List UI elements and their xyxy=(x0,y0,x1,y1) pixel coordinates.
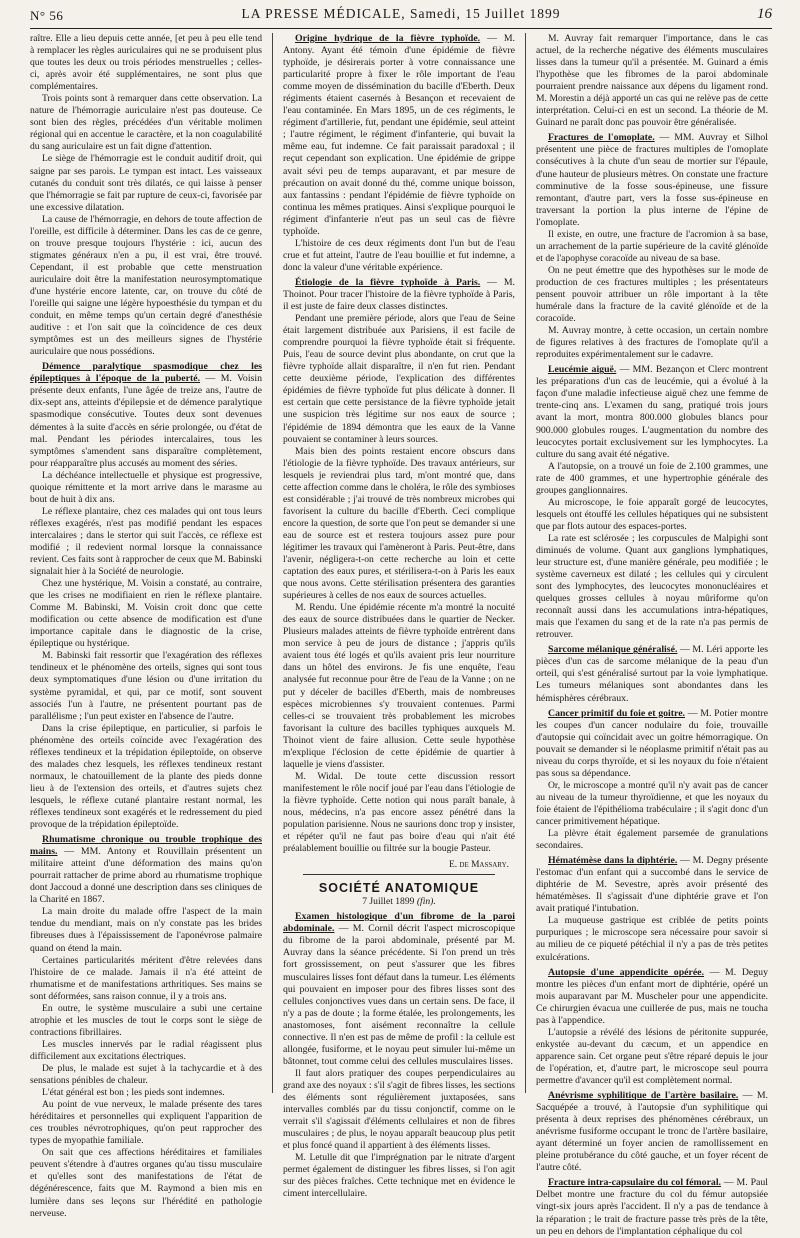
paragraph: Or, le microscope a montré qu'il n'y avait pas de cancer au niveau de la tumeur thyroïdienne, et que les noyaux du foie étaient de l'épithélioma trabéculaire ; il s'agit donc d'un cancer primitivement hépatique. xyxy=(536,779,768,827)
article-heading xyxy=(30,834,262,906)
paragraph: Le réflexe plantaire, chez ces malades qui ont tous leurs réflexes exagérés, n'est pas modifié pendant les espaces intercalaires ; dans le stertor qui suit l'accès, ce réflexe est modifié ; il redevient normal lorsque la connaissance revient. Ces faits sont à rapprocher de ceux que M. Babinski signalait hier à la Société de neurologie. xyxy=(30,505,262,578)
paragraph: De plus, le malade est sujet à la tachycardie et à des sensations pénibles de chaleur. xyxy=(30,1062,262,1087)
article-title: Autopsie d'une appendicite opérée. xyxy=(548,966,704,978)
article-lead: — M. Léri apporte les pièces d'un cas de sarcome mélanique de la peau d'un orteil, qui s'est généralisé surtout par la voie lymphatique. Les tumeurs mélaniques sont abondantes dans les hémisphères cérébraux. xyxy=(536,644,769,704)
issue-number: N° 56 xyxy=(30,8,64,23)
article-lead: — MM. Antony et Rouvillain présentent un militaire atteint d'une déformation des mains qu'on pourrait rattacher de prime abord au rhumatisme trophique dont Jaccoud a donné une description dans ses cliniques de la Charité en 1867. xyxy=(30,846,262,906)
paragraph: La déchéance intellectuelle et physique est progressive, quoique rémittente et la mort arrive dans le marasme au bout de huit à dix ans. xyxy=(30,469,262,505)
article-heading xyxy=(536,644,768,704)
paragraph: raître. Elle a lieu depuis cette année, [et peu à peu elle tend à remplacer les règles auriculaires qui ne se produisent plus que toutes les deux ou trois périodes menstruelles ; celles-ci, après avoir été supplémentaires, ne sont plus que complémentaires. xyxy=(30,33,262,93)
paragraph: Le siège de l'hémorragie est le conduit auditif droit, qui saigne par ses parois. Le tympan est intact. Les vaisseaux cutanés du conduit sont très dilatés, ce qui laisse à penser que l'hémorragie se fait par rupture de ceux-ci, favorisée par une excessive dilatation. xyxy=(30,153,262,213)
article-title: Hématémèse dans la diphtérie. xyxy=(548,855,678,867)
paragraph: M. Rendu. Une épidémie récente m'a montré la nocuité des eaux de source distribuées dans le quartier de Necker. Plusieurs malades atteints de fièvre typhoïde entrèrent dans mon service à peu de jours de distance ; j'appris qu'ils avaient tous été logés et qu'ils avaient pris leur nourriture dans un hôtel des environs. Je fis une enquête, l'eau analysée fut reconnue pour être de l'eau de la Vanne ; on ne put y déceler de bacilles d'Eberth, mais de nombreuses espèces microbiennes s'y trouvaient contenues. Parmi celles-ci se trouvaient très probablement les microbes favorisant la culture des bacilles typhiques auxquels M. Thoinot vient de faire allusion. Cette seule hypothèse m'explique l'éclosion de cette épidémie de quartier à laquelle je viens d'assister. xyxy=(283,602,515,770)
paragraph: M. Auvray fait remarquer l'importance, dans le cas actuel, de la recherche négative des éléments musculaires lisses dans la tumeur qu'il a présentée. M. Guinard a émis l'hypothèse que les fibromes de la paroi abdominale pourraient prendre naissance aux dépens du ligament rond. M. Morestin a déjà apporté un cas qui ne relève pas de cette interprétation. Celui-ci en est un second. La théorie de M. Guinard ne paraît donc pas pouvoir être généralisée. xyxy=(536,33,768,129)
header-rule xyxy=(30,28,772,29)
column-divider xyxy=(272,33,273,1093)
paragraph: La main droite du malade offre l'aspect de la main tendue du mendiant, mais on n'y constate pas les brides fibreuses dues à l'épaississement de l'aponévrose palmaire quand on étend la main. xyxy=(30,906,262,954)
paragraph: L'état général est bon ; les pieds sont indemnes. xyxy=(42,1087,225,1099)
article-title: Fractures de l'omoplate. xyxy=(548,132,655,144)
article-lead: — MM. Auvray et Silhol présentent une pièce de fractures multiples de l'omoplate consécutives à la chute d'un seau de mortier sur l'épaule, d'une hauteur de plusieurs mètres. On constate une fracture comminutive de la fosse sous-épineuse, une fissure remontant, d'autre part, vers la fosse sus-épineuse en traversant la portion la plus interne de l'épine de l'omoplate. xyxy=(536,132,768,228)
paragraph: La cause de l'hémorragie, en dehors de toute affection de l'oreille, est difficile à déterminer. Dans les cas de ce genre, on trouve presque toujours l'hystérie : ici, aucun des stigmates généraux n'en a pu, il est vrai, être trouvé. Cependant, il est probable que cette menstruation auriculaire doit être la manifestation neurosymptomatique d'une hystérie encore latente, car, on trouve du côté de l'oreille qui saigne une légère hypoesthésie du tympan et du conduit, en même temps qu'un certain degré d'anesthésie auditive : et l'on sait que la coïncidence de ces deux symptômes est un des meilleurs signes de l'hystérie auriculaire que nous possédions. xyxy=(30,213,262,358)
article-heading xyxy=(536,1090,768,1174)
article-heading xyxy=(536,364,768,460)
paragraph: Il existe, en outre, une fracture de l'acromion à sa base, un arrachement de la partie supérieure de la cavité glénoïde et de l'apophyse coracoïde au niveau de sa base. xyxy=(536,228,768,264)
column-divider xyxy=(525,33,526,1093)
article-title: Étiologie de la fièvre typhoïde à Paris. xyxy=(295,276,481,288)
article-lead: — M. Voisin présente deux enfants, l'une âgée de treize ans, l'autre de dix-sept ans, atteints d'épilepsie et de démence paralytique spasmodique consécutive. Toutes deux sont devenues démentes à la suite d'accès en série prolongée, ou d'état de mal. Pendant les périodes intercalaires, tous les symptômes s'amendent sans disparaître complètement, pour réapparaître plus accusés au moment des séries. xyxy=(30,373,262,469)
journal-title: LA PRESSE MÉDICALE, Samedi, 15 Juillet 1899 xyxy=(241,6,561,21)
article-lead: — MM. Bezançon et Clerc montrent les préparations d'un cas de leucémie, qui a évolué à la façon d'une maladie infectieuse aiguë chez une femme de trente-cinq ans. L'examen du sang, pratiqué trois jours avant la mort, montra 800.000 globules blancs pour 900.000 globules rouges. L'augmentation du nombre des leucocytes portait exclusivement sur les lymphocytes. La culture du sang avait été négative. xyxy=(536,364,768,460)
column-1 xyxy=(30,33,262,1219)
article-heading xyxy=(536,1177,768,1237)
article-heading xyxy=(283,33,515,238)
article-lead: — M. Thoinot. Pour tracer l'histoire de la fièvre typhoïde à Paris, il est juste de faire deux classes distinctes. xyxy=(283,276,515,313)
paragraph: M. Auvray montre, à cette occasion, un certain nombre de figures relatives à des fractures de l'omoplate qu'il a reproduites expérimentalement sur le cadavre. xyxy=(536,325,768,361)
article-title: Origine hydrique de la fièvre typhoïde. xyxy=(295,33,481,44)
article-lead: — M. Degny présente l'estomac d'un enfant qui a succombé dans le service de diphtérie de M. Sevestre, après avoir présenté des hématémèses. Il s'agissait d'une diphtérie grave et l'on avait pratiqué l'intubation. xyxy=(536,855,768,915)
article-lead: — M. Antony. Ayant été témoin d'une épidémie de fièvre typhoïde, je désirerais porter à votre connaissance une particularité propre à fixer le rôle important de l'eau comme moyen de dissémination du bacille d'Eberth. Deux régiments étaient casernés à Besançon et recevaient de l'eau contaminée. En Mars 1895, un de ces régiments, le régiment d'artillerie, fut, pendant une épidémie, seul atteint ; l'autre régiment, le régiment d'infanterie, qui buvait la même eau, fut indemne. Ce fait paraissait paradoxal ; il reçut cependant son explication. Une épidémie de grippe avait sévi peu de temps auparavant, et par mesure de précaution on avait donné du thé, comme unique boisson, aux fantassins : pendant l'épidémie de fièvre typhoïde on continua les mêmes pratiques. Ainsi s'explique pourquoi le régiment d'infanterie n'eut pas un seul cas de fièvre typhoïde. xyxy=(283,33,516,237)
paragraph: En outre, le système musculaire a subi une certaine atrophie et les muscles de tout le corps sont le siège de contractions fibrillaires. xyxy=(30,1002,262,1038)
article-title: Examen histologique d'un fibrome de la paroi abdominale. xyxy=(283,911,515,935)
article-heading xyxy=(536,132,768,228)
paragraph: On sait que ces affections héréditaires et familiales peuvent s'étendre à d'autres organes qu'au tissu musculaire et qu'elles sont des manifestations de l'état de dégénérescence, faits que M. Raymond a bien mis en lumière dans ses leçons sur l'hérédité en pathologie nerveuse. xyxy=(30,1147,262,1219)
paragraph: Au point de vue nerveux, le malade présente des tares héréditaires et personnelles qui expliquent l'apparition de ces troubles névrotrophiques, qu'on peut rapprocher des types de myopathie familiale. xyxy=(30,1099,262,1147)
paragraph: Mais bien des points restaient encore obscurs dans l'étiologie de la fièvre typhoïde. Des travaux antérieurs, sur lesquels je reviendrai plus tard, m'ont montré que, dans cette affection comme dans le choléra, le rôle des symbioses est considérable ; j'ai trouvé de très nombreux microbes qui favorisent la culture du bacille d'Eberth. Ceci complique encore la question, de sorte que l'on peut se demander si une eau de source est et restera toujours assez pure pour légitimer les travaux qui l'amèneront à Paris. Peut-être, dans l'avenir, négligera-t-on cette recherche au loin et cette captation des eaux pures, et stérilisera-t-on à Paris les eaux que nous avons. Cette stérilisation présentera des garanties supérieures à celles de nos eaux de sources actuelles. xyxy=(283,445,515,602)
section-date: 7 Juillet 1899 (fin). xyxy=(362,896,436,908)
article-title: Cancer primitif du foie et goitre. xyxy=(548,707,686,719)
paragraph: La plèvre était également parsemée de granulations secondaires. xyxy=(536,828,768,852)
paragraph: Il faut alors pratiquer des coupes perpendiculaires au grand axe des noyaux : s'il s'agit de fibres lisses, les sections des éléments sont régulièrement juxtaposées, sans intervalles comblés par du tissu conjonctif, comme on le verrait s'il s'agissait d'éléments cellulaires et non de fibres musculaires ; de plus, le noyau apparaît beaucoup plus petit et plus foncé quand il appartient à des éléments lisses. xyxy=(283,1067,515,1152)
paragraph: Dans la crise épileptique, en particulier, si parfois le phénomène des orteils coïncide avec l'exagération des réflexes tendineux et la trépidation épileptoïde, on observe des malades chez lesquels, les réflexes tendineux restant normaux, le chatouillement de la plante des pieds donne lieu à de l'extension des orteils, et d'autres sujets chez lesquels, le réflexe cutané plantaire restant normal, les réflexes tendineux sont exagérés et le redressement du pied provoque de la trépidation épileptoïde. xyxy=(30,722,262,831)
paragraph: Au microscope, le foie apparaît gorgé de leucocytes, lesquels ont étouffé les cellules hépatiques qui ne subsistent que par flots autour des espaces-portes. xyxy=(536,496,768,532)
article-heading xyxy=(536,967,768,1027)
paragraph: On ne peut émettre que des hypothèses sur le mode de production de ces fractures multiples ; les présentateurs pensent pouvoir attribuer un rôle important à la tête humérale dans la fracture de la cavité glénoïde et de la coracoïde. xyxy=(536,264,768,325)
paragraph: A l'autopsie, on a trouvé un foie de 2.100 grammes, une rate de 400 grammes, et une hypertrophie générale des groupes ganglionnaires. xyxy=(536,460,768,496)
column-2 xyxy=(283,33,516,1200)
paragraph: Pendant une première période, alors que l'eau de Seine était largement distribuée aux Parisiens, il est facile de comprendre pourquoi la fièvre typhoïde était si fréquente. Puis, l'eau de source devint plus abondante, on crut que la fièvre typhoïde allait disparaître, il n'en fut rien. Pendant cette deuxième période, l'explication des différentes épidémies de fièvre typhoïde fut plus délicate à donner. Il est certain que cette persistance de la fièvre typhoïde jetait une suspicion très légitime sur nos eaux de source ; l'épidémie de 1894 démontra que les eaux de la Vanne pouvaient se contaminer à leurs sources. xyxy=(283,313,515,445)
article-lead: — M. Potier montre les coupes d'un cancer nodulaire du foie, trouvaille d'autopsie qui coïncidait avec un goitre hémorragique. On pouvait se demander si le néoplasme primitif n'était pas au niveau du corps thyroïde, et si les noyaux du foie n'étaient pas sous sa dépendance. xyxy=(536,707,768,779)
article-title: Leucémie aiguë. xyxy=(548,364,617,376)
article-heading xyxy=(536,708,768,780)
article-title: Rhumatisme chronique ou trouble trophique des mains. xyxy=(30,834,262,858)
paragraph: Trois points sont à remarquer dans cette observation. La nature de l'hémorragie auriculaire n'est pas douteuse. Ce sont bien des règles, précédées d'un véritable molimen régional qui en accentue le caractère, et la non coagulabilité du sang auriculaire est un fait digne d'attention. xyxy=(30,93,262,153)
article-heading xyxy=(30,361,262,469)
article-lead: — M. Paul Delbet montre une fracture du col du fémur autopsiée vingt-six jours après l'accident. Il n'y a pas de tendance à la réparation ; le trait de fracture passe très près de la tête, un peu en dehors de l'implantation céphalique du col xyxy=(536,1177,768,1237)
article-lead: — M. Sacquépée a trouvé, à l'autopsie d'un syphilitique qui présenta à deux reprises des phénomènes cérébraux, un anévrisme fusiforme occupant le tronc de l'artère basilaire, ayant déterminé un foyer ancien de ramollissement en pleine protubérance du côté gauche, et un foyer récent de l'autre côté. xyxy=(536,1090,769,1174)
article-heading xyxy=(283,277,515,313)
paragraph: La muqueuse gastrique est criblée de petits points purpuriques ; le microscope sera nécessaire pour savoir si au milieu de ce piqueté pétéchial il n'y a pas de très petites exulcérations. xyxy=(536,915,768,963)
paragraph: Chez une hystérique, M. Voisin a constaté, au contraire, que les crises ne modifiaient en rien le réflexe plantaire. Comme M. Babinski, M. Voisin croit donc que cette modification ou cette absence de modification est d'une importance capitale dans le diagnostic de la crise, épileptique ou hystérique. xyxy=(30,578,262,650)
article-title: Anévrisme syphilitique de l'artère basilaire. xyxy=(548,1090,739,1102)
paragraph: La rate est sclérosée ; les corpuscules de Malpighi sont diminués de volume. Quant aux ganglions lymphatiques, leur structure est, d'une manière générale, peu modifiée ; le système caverneux est dilaté ; les cellules qui y circulent sont des lymphocytes, des leucocytes mononucléaires et quelques grosses cellules à noyau mûriforme qu'on reconnaît aussi dans les accumulations intra-hépatiques, mais que l'examen du sang et de la rate n'a pas permis de retrouver. xyxy=(536,532,768,641)
article-lead: — M. Deguy montre les pièces d'un enfant mort de diphtérie, opéré un mois auparavant par M. Muscheler pour une appendicite. Ce chirurgien évacua une cuillerée de pus, mais ne toucha pas à l'appendice. xyxy=(536,966,768,1026)
page-number: 16 xyxy=(757,6,772,22)
paragraph: M. Letulle dit que l'imprégnation par le nitrate d'argent permet également de distinguer les fibres lisses, si l'on agit sur des pièces fraîches. Cette technique met en évidence le ciment intercellulaire. xyxy=(283,1152,515,1200)
column-3 xyxy=(536,33,769,1237)
section-title: SOCIÉTÉ ANATOMIQUE xyxy=(318,881,480,896)
section-separator xyxy=(303,874,495,875)
article-title: Démence paralytique spasmodique chez les épileptiques à l'époque de la puberté. xyxy=(30,361,262,385)
article-title: Fracture intra-capsulaire du col fémoral. xyxy=(548,1177,721,1189)
signature: E. de Massary. xyxy=(448,860,509,871)
page-header xyxy=(30,4,772,26)
paragraph: Certaines particularités méritent d'être relevées dans l'histoire de ce malade. Jamais il n'a été atteint de rhumatisme et de manifestations arthritiques. Ses mains se sont déformées, sans raison connue, il y a trois ans. xyxy=(30,954,262,1002)
article-lead: — M. Cornil décrit l'aspect microscopique du fibrome de la paroi abdominale, présenté par M. Auvray dans la séance précédente. Si l'on prend un très fort grossissement, on peut s'assurer que les fibres musculaires lisses font défaut dans la tumeur. Les éléments qui pouvaient en imposer pour des fibres lisses sont des cellules conjonctives vues dans un certain sens. De face, il n'y a pas de doute ; la forme étalée, les prolongements, les anastomoses, font aisément reconnaître la cellule connective. Il n'en est pas de même de profil : la cellule est allongée, fusiforme, et le noyau peut simuler lui-même un bâtonnet, tout comme celui des cellules musculaires lisses. xyxy=(283,923,515,1067)
paragraph: L'histoire de ces deux régiments dont l'un but de l'eau crue et fut atteint, l'autre de l'eau bouillie et fut indemne, a donc la valeur d'une véritable expérience. xyxy=(283,237,515,273)
paragraph: M. Babinski fait ressortir que l'exagération des réflexes tendineux et le phénomène des orteils, signes qui sont tous deux symptomatiques d'une lésion ou d'une irritation du système pyramidal, et qui, par ce motif, sont souvent associés l'un à l'autre, ne présentent pourtant pas de parallélisme ; l'un peut exister en l'absence de l'autre. xyxy=(30,650,262,722)
article-heading xyxy=(283,911,515,1068)
article-heading xyxy=(536,855,768,915)
paragraph: M. Widal. De toute cette discussion ressort manifestement le rôle nocif joué par l'eau dans l'étiologie de la fièvre typhoïde. Cette notion qui nous paraît banale, à nous, médecins, n'a pas encore assez pénétré dans la population parisienne. Nous ne saurions donc trop y insister, et répéter qu'il ne faut pas boire d'eau qui n'ait été préalablement bouillie ou filtrée sur la bougie Pasteur. xyxy=(283,770,515,855)
article-title: Sarcome mélanique généralisé. xyxy=(548,644,678,656)
paragraph: L'autopsie a révélé des lésions de péritonite suppurée, enkystée au-devant du cæcum, et un appendice en apparence sain. Cet organe peut s'être réparé depuis le jour de l'opération, et, d'autre part, le microscope seul pourra permettre d'avancer qu'il est complètement normal. xyxy=(536,1026,768,1086)
paragraph: Les muscles innervés par le radial réagissent plus difficilement aux excitations électriques. xyxy=(30,1038,262,1062)
